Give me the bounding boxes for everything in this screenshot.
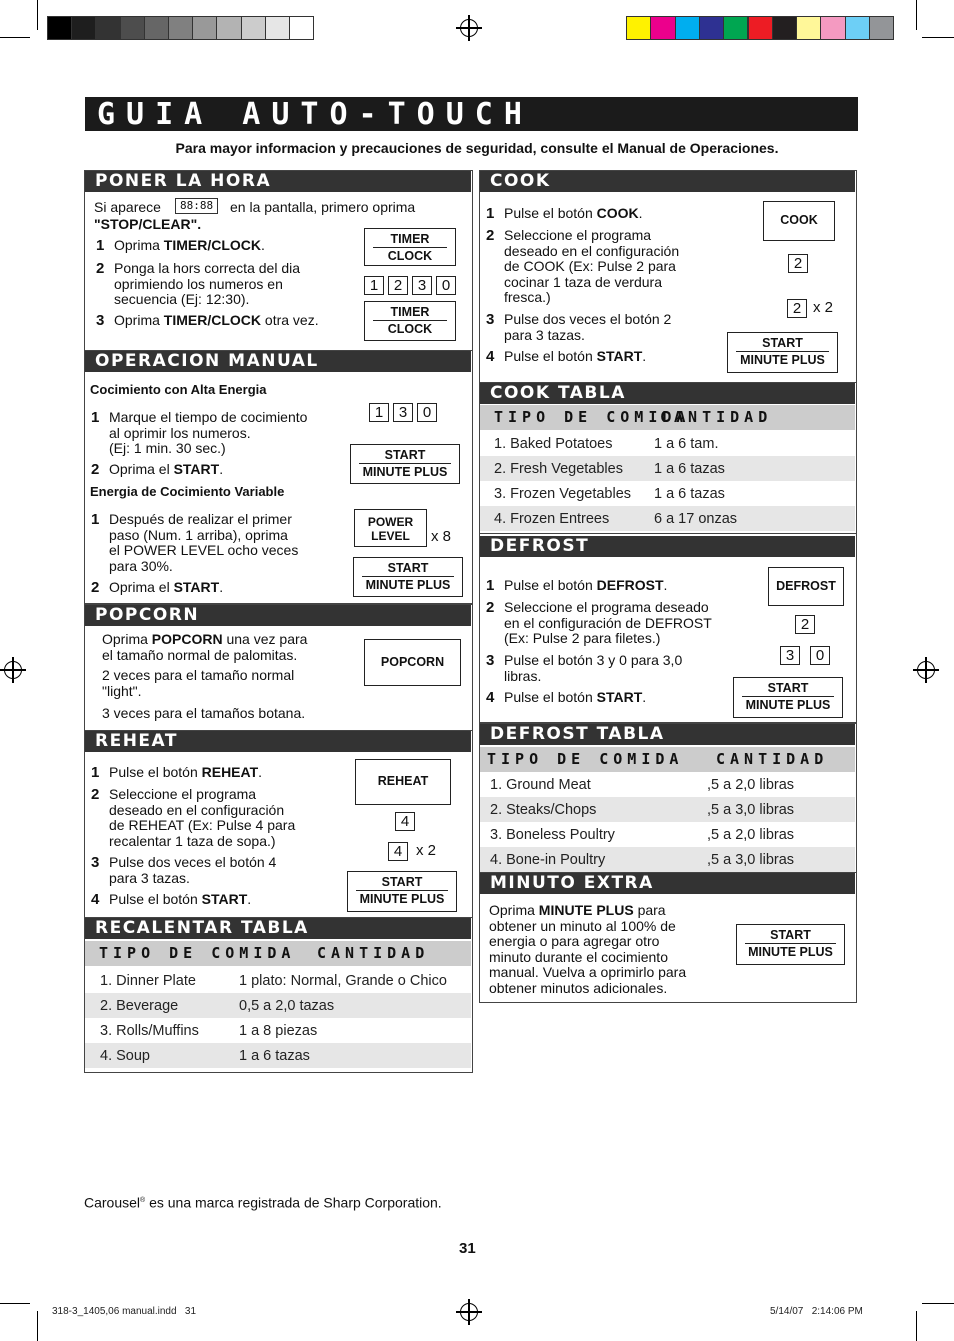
number-key-0[interactable]: 0: [436, 276, 456, 295]
table-row: 1. Dinner Plate 1 plato: Normal, Grande o Chico: [100, 973, 447, 989]
color-swatch: [699, 16, 724, 40]
start-minute-plus-button[interactable]: START MINUTE PLUS: [727, 332, 838, 373]
popcorn-button[interactable]: POPCORN: [364, 639, 461, 686]
number-key-2[interactable]: 2: [787, 299, 807, 318]
color-swatch: [723, 16, 748, 40]
table-row: 1. Baked Potatoes 1 a 6 tam.: [494, 436, 719, 452]
number-key-2[interactable]: 2: [388, 276, 408, 295]
start-minute-plus-button[interactable]: START MINUTE PLUS: [347, 871, 457, 912]
instruction-text: Pulse el botón DEFROST.: [504, 577, 668, 593]
instruction-text: Si aparece: [94, 199, 161, 215]
press-count: x 8: [431, 528, 452, 545]
number-key-4[interactable]: 4: [388, 842, 408, 861]
instruction-text: en la pantalla, primero oprima: [230, 199, 416, 215]
instruction-text: Pulse el botón 3 y 0 para 3,0 libras.: [504, 652, 683, 684]
crop-mark: [0, 37, 30, 38]
table-row: 4. Frozen Entrees 6 a 17 onzas: [480, 506, 855, 531]
section-title: PONER LA HORA: [85, 171, 471, 192]
instruction-text: Oprima MINUTE PLUS para obtener un minuto al 100% de energia o para agregar otro minuto durante el cocimiento manual. Vuelva a oprimirlo para obtener minutos adicionales.: [489, 902, 687, 996]
instruction-text: 3 veces para el tamaños botana.: [102, 705, 306, 721]
color-swatch: [796, 16, 821, 40]
press-count: x 2: [416, 842, 437, 859]
defrost-panel: [479, 533, 857, 723]
section-title: OPERACION MANUAL: [85, 351, 471, 372]
instruction-text: "STOP/CLEAR".: [94, 216, 202, 232]
number-key-3[interactable]: 3: [780, 646, 800, 665]
crop-mark: [922, 37, 954, 38]
instruction-text: Oprima TIMER/CLOCK.: [114, 237, 265, 253]
step-number: 3: [91, 854, 100, 871]
column-header: CANTIDAD: [317, 944, 430, 962]
cook-panel: [479, 170, 857, 383]
number-key-2[interactable]: 2: [788, 254, 808, 273]
column-header: TIPO DE COMIDA: [494, 408, 691, 426]
step-number: 1: [91, 764, 100, 781]
instruction-text: Seleccione el programa deseado en el configuración de REHEAT (Ex: Pulse 4 para recalentar 1 taza de sopa.): [109, 786, 296, 849]
crop-mark: [37, 1311, 38, 1341]
table-row: 3. Rolls/Muffins 1 a 8 piezas: [100, 1023, 318, 1039]
crop-mark: [916, 1311, 917, 1341]
instruction-text: Pulse el botón START.: [504, 348, 647, 364]
number-key-3[interactable]: 3: [393, 403, 413, 422]
table-row: 2. Beverage 0,5 a 2,0 tazas: [85, 993, 471, 1018]
poner-panel: [84, 170, 473, 351]
instruction-text: Pulse el botón COOK.: [504, 205, 643, 221]
color-swatch: [772, 16, 797, 40]
timer-clock-button[interactable]: TIMER CLOCK: [364, 228, 456, 266]
step-number: 1: [96, 237, 105, 254]
section-title: DEFROST TABLA: [480, 724, 855, 745]
step-number: 2: [91, 579, 100, 596]
step-number: 2: [91, 786, 100, 803]
step-number: 4: [486, 689, 495, 706]
instruction-text: Pulse dos veces el botón 2 para 3 tazas.: [504, 311, 672, 343]
page-banner: [85, 97, 858, 131]
step-number: 4: [486, 348, 495, 365]
table-row: 3. Boneless Poultry ,5 a 2,0 libras: [490, 827, 795, 843]
reheat-button[interactable]: REHEAT: [355, 759, 451, 805]
step-number: 4: [91, 891, 100, 908]
column-header: TIPO DE COMIDA: [487, 750, 684, 768]
registration-mark-icon: [917, 661, 935, 679]
cook-button[interactable]: COOK: [763, 201, 835, 241]
section-title: REHEAT: [85, 731, 471, 752]
defrost-tabla-panel: [479, 723, 857, 873]
instruction-text: Pulse dos veces el botón 4 para 3 tazas.: [109, 854, 277, 886]
gray-swatch: [144, 16, 169, 40]
crop-mark: [0, 1303, 30, 1304]
section-title: POPCORN: [85, 605, 471, 626]
table-row: 2. Steaks/Chops ,5 a 3,0 libras: [480, 797, 855, 822]
gray-swatch: [192, 16, 217, 40]
table-row: 2. Fresh Vegetables 1 a 6 tazas: [480, 456, 855, 481]
section-title: DEFROST: [480, 536, 855, 557]
recalentar-panel: [84, 917, 473, 1073]
table-row: 4. Bone-in Poultry ,5 a 3,0 libras: [480, 847, 855, 872]
instruction-text: Marque el tiempo de cocimiento al oprimir los numeros. (Ej: 1 min. 30 sec.): [109, 409, 308, 456]
color-swatch: [650, 16, 675, 40]
instruction-text: Ponga la hors correcta del dia oprimiendo los numeros en secuencia (Ej: 12:30).: [114, 260, 300, 307]
step-number: 2: [486, 227, 495, 244]
crop-mark: [37, 0, 38, 30]
color-swatch: [626, 16, 651, 40]
table-row: 1. Ground Meat ,5 a 2,0 libras: [490, 777, 795, 793]
gray-swatch: [265, 16, 290, 40]
registration-mark-icon: [460, 1303, 478, 1321]
step-number: 1: [91, 511, 100, 528]
registration-mark-icon: [4, 661, 22, 679]
gray-swatch: [71, 16, 96, 40]
number-key-3[interactable]: 3: [412, 276, 432, 295]
step-number: 1: [486, 577, 495, 594]
number-key-2[interactable]: 2: [795, 615, 815, 634]
start-minute-plus-button[interactable]: START MINUTE PLUS: [350, 444, 460, 484]
gray-swatch: [241, 16, 266, 40]
start-minute-plus-button[interactable]: START MINUTE PLUS: [353, 557, 463, 597]
print-date: 5/14/07 2:14:06 PM: [770, 1306, 863, 1317]
page-number: 31: [459, 1240, 476, 1257]
instruction-text: Oprima el START.: [109, 461, 224, 477]
color-swatch: [748, 16, 773, 40]
instruction-text: Seleccione el programa deseado en el configuración de DEFROST (Ex: Pulse 2 para filetes.): [504, 599, 712, 646]
number-key-4[interactable]: 4: [395, 812, 415, 831]
gray-swatch: [120, 16, 145, 40]
step-number: 3: [96, 312, 105, 329]
gray-swatch: [289, 16, 314, 40]
table-header: [480, 747, 855, 772]
minuto-panel: [479, 872, 857, 1003]
table-row: 4. Soup 1 a 6 tazas: [85, 1043, 471, 1068]
color-swatch: [845, 16, 870, 40]
popcorn-panel: [84, 604, 473, 731]
gray-swatch: [47, 16, 72, 40]
section-title: COOK TABLA: [480, 383, 855, 404]
table-header: [480, 405, 855, 430]
banner-title: GUIA AUTO-TOUCH: [97, 97, 533, 132]
section-title: RECALENTAR TABLA: [85, 918, 471, 939]
number-key-0[interactable]: 0: [810, 646, 830, 665]
power-level-button[interactable]: POWER LEVEL: [354, 509, 427, 547]
trademark-note: Carousel® es una marca registrada de Sharp Corporation.: [84, 1194, 442, 1211]
step-number: 1: [91, 409, 100, 426]
instruction-text: Pulse el botón REHEAT.: [109, 764, 263, 780]
step-number: 3: [486, 652, 495, 669]
registration-mark-icon: [460, 19, 478, 37]
instruction-text: Pulse el botón START.: [504, 689, 647, 705]
number-key-1[interactable]: 1: [369, 403, 389, 422]
intro-text: Para mayor informacion y precauciones de seguridad, consulte el Manual de Operaciones.: [175, 140, 779, 156]
step-number: 2: [486, 599, 495, 616]
defrost-button[interactable]: DEFROST: [768, 567, 844, 606]
gray-swatch: [216, 16, 241, 40]
manual-panel: [84, 350, 473, 604]
section-title: MINUTO EXTRA: [480, 873, 855, 894]
instruction-text: Pulse el botón START.: [109, 891, 252, 907]
start-minute-plus-button[interactable]: START MINUTE PLUS: [733, 677, 843, 718]
step-number: 2: [91, 461, 100, 478]
subsection-title: Cocimiento con Alta Energia: [90, 382, 267, 397]
cook-tabla-panel: [479, 382, 857, 534]
instruction-text: Oprima POPCORN una vez para el tamaño normal de palomitas.: [102, 631, 308, 663]
instruction-text: Después de realizar el primer paso (Num. 1 arriba), oprima el POWER LEVEL ocho veces para 30%.: [109, 511, 299, 574]
instruction-text: 2 veces para el tamaño normal "light".: [102, 667, 295, 699]
timer-clock-button[interactable]: TIMER CLOCK: [364, 301, 456, 341]
step-number: 1: [486, 205, 495, 222]
column-header: TIPO DE COMIDA: [99, 944, 296, 962]
reheat-panel: [84, 730, 473, 918]
press-count: x 2: [813, 299, 834, 316]
start-minute-plus-button[interactable]: START MINUTE PLUS: [736, 924, 845, 965]
number-key-1[interactable]: 1: [364, 276, 384, 295]
section-title: COOK: [480, 171, 855, 192]
lcd-display: 88:88: [175, 198, 218, 214]
instruction-text: Oprima TIMER/CLOCK otra vez.: [114, 312, 319, 328]
instruction-text: Seleccione el programa deseado en el configuración de COOK (Ex: Pulse 2 para cocinar 1 taza de verdura fresca.): [504, 227, 680, 305]
column-header: CANTIDAD: [660, 408, 773, 426]
table-header: [85, 941, 471, 966]
crop-mark: [922, 1303, 954, 1304]
step-number: 2: [96, 260, 105, 277]
crop-mark: [916, 0, 917, 30]
gray-swatch: [168, 16, 193, 40]
color-swatch: [820, 16, 845, 40]
gray-swatch: [95, 16, 120, 40]
color-swatch: [675, 16, 700, 40]
number-key-0[interactable]: 0: [417, 403, 437, 422]
table-row: 3. Frozen Vegetables 1 a 6 tazas: [494, 486, 725, 502]
color-swatch: [869, 16, 894, 40]
step-number: 3: [486, 311, 495, 328]
file-slug: 318-3_1405,06 manual.indd 31: [52, 1306, 197, 1317]
column-header: CANTIDAD: [716, 750, 829, 768]
subsection-title: Energia de Cocimiento Variable: [90, 484, 285, 499]
instruction-text: Oprima el START.: [109, 579, 224, 595]
